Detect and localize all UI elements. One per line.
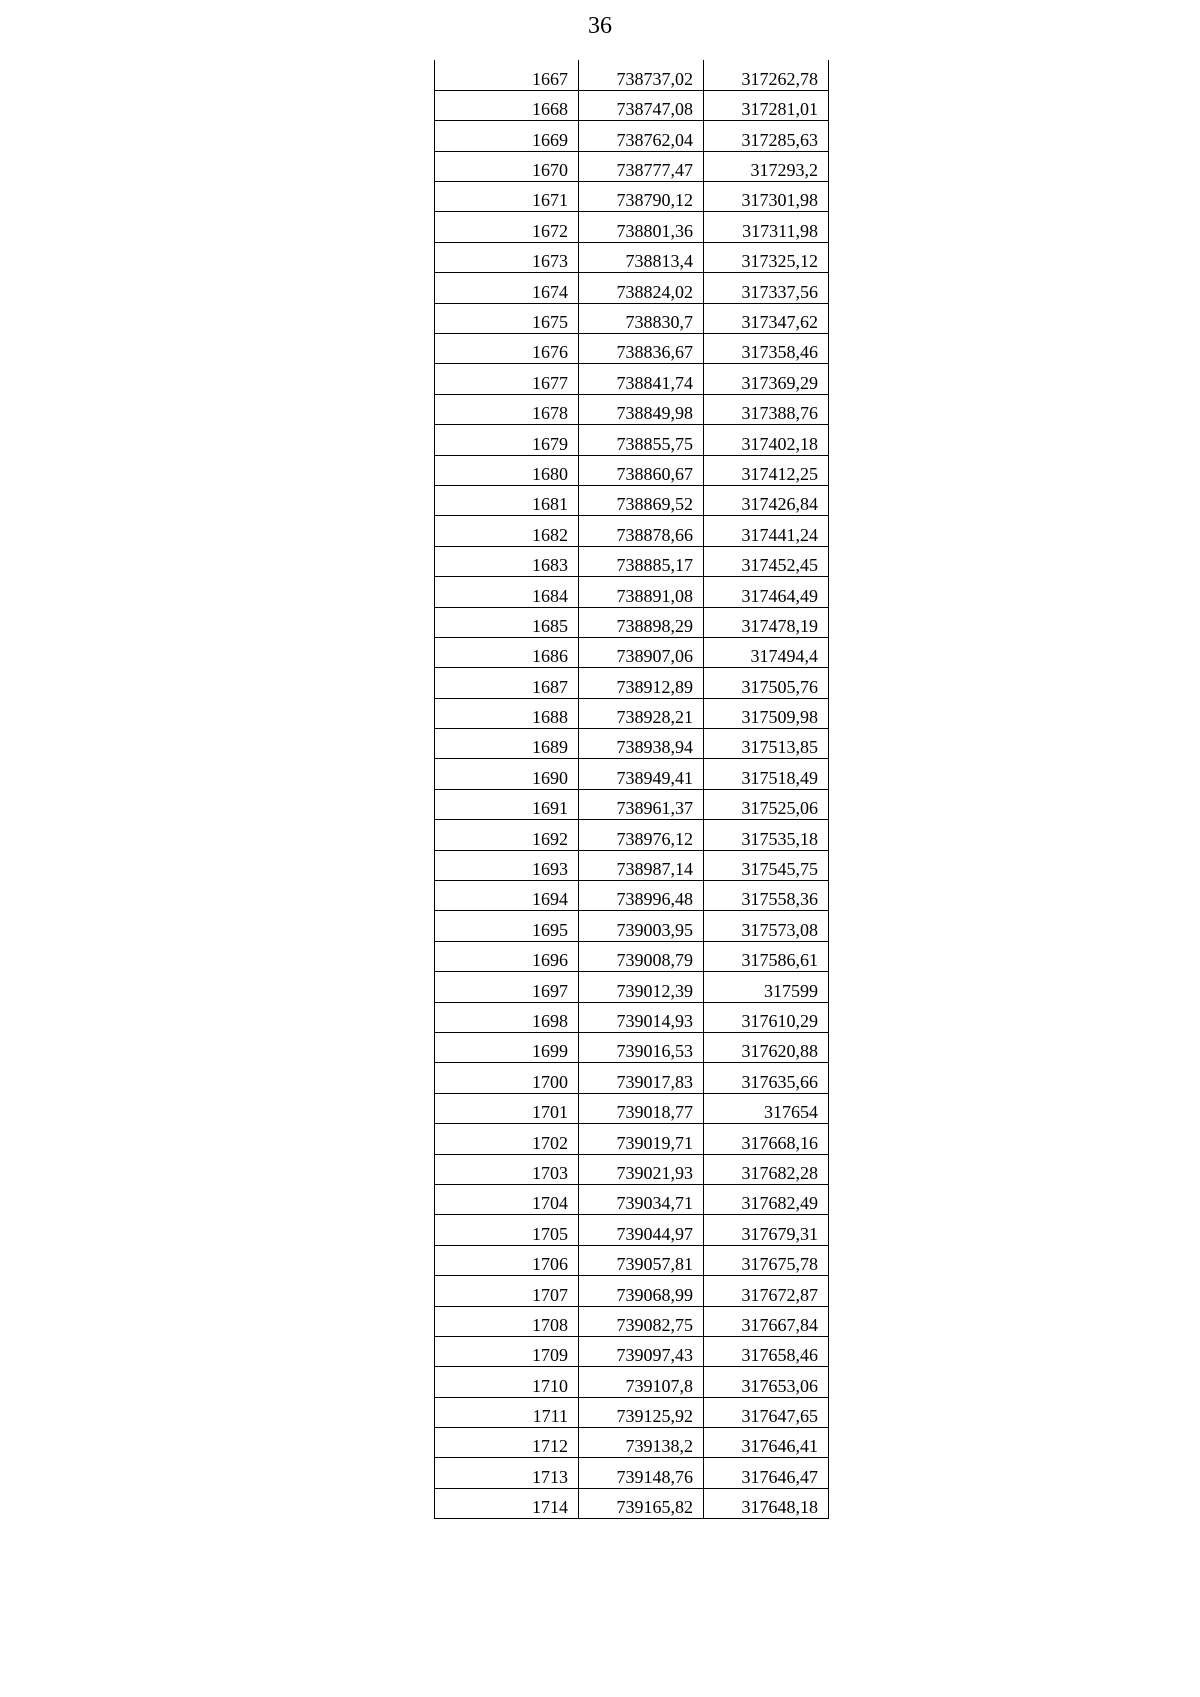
y-coordinate-cell: 317667,84 <box>704 1306 829 1336</box>
table-row <box>435 911 829 941</box>
x-coordinate-cell: 738949,41 <box>579 759 704 789</box>
x-coordinate-cell: 739003,95 <box>579 911 704 941</box>
table-row <box>435 1367 829 1397</box>
point-number-cell: 1700 <box>435 1063 579 1093</box>
x-coordinate-cell: 739107,8 <box>579 1367 704 1397</box>
y-coordinate-cell: 317535,18 <box>704 820 829 850</box>
y-coordinate-cell: 317620,88 <box>704 1033 829 1063</box>
table-row <box>435 1002 829 1032</box>
y-coordinate-cell: 317337,56 <box>704 273 829 303</box>
table-row <box>435 455 829 485</box>
x-coordinate-cell: 739012,39 <box>579 972 704 1002</box>
y-coordinate-cell: 317599 <box>704 972 829 1002</box>
y-coordinate-cell: 317675,78 <box>704 1245 829 1275</box>
y-coordinate-cell: 317426,84 <box>704 485 829 515</box>
y-coordinate-cell: 317648,18 <box>704 1488 829 1518</box>
point-number-cell: 1711 <box>435 1397 579 1427</box>
table-row <box>435 1215 829 1245</box>
point-number-cell: 1699 <box>435 1033 579 1063</box>
x-coordinate-cell: 739018,77 <box>579 1093 704 1123</box>
point-number-cell: 1690 <box>435 759 579 789</box>
table-row <box>435 90 829 120</box>
x-coordinate-cell: 739068,99 <box>579 1276 704 1306</box>
y-coordinate-cell: 317573,08 <box>704 911 829 941</box>
table-row <box>435 1336 829 1366</box>
x-coordinate-cell: 738790,12 <box>579 182 704 212</box>
table-row <box>435 607 829 637</box>
y-coordinate-cell: 317262,78 <box>704 60 829 90</box>
y-coordinate-cell: 317505,76 <box>704 668 829 698</box>
x-coordinate-cell: 739165,82 <box>579 1488 704 1518</box>
table-row <box>435 364 829 394</box>
x-coordinate-cell: 738737,02 <box>579 60 704 90</box>
y-coordinate-cell: 317646,47 <box>704 1458 829 1488</box>
x-coordinate-cell: 738898,29 <box>579 607 704 637</box>
point-number-cell: 1683 <box>435 546 579 576</box>
y-coordinate-cell: 317518,49 <box>704 759 829 789</box>
point-number-cell: 1682 <box>435 516 579 546</box>
table-row <box>435 1184 829 1214</box>
y-coordinate-cell: 317610,29 <box>704 1002 829 1032</box>
y-coordinate-cell: 317658,46 <box>704 1336 829 1366</box>
table-row <box>435 637 829 667</box>
y-coordinate-cell: 317635,66 <box>704 1063 829 1093</box>
y-coordinate-cell: 317369,29 <box>704 364 829 394</box>
table-row <box>435 1488 829 1518</box>
coordinates-table-body <box>435 60 829 1519</box>
point-number-cell: 1704 <box>435 1184 579 1214</box>
table-row <box>435 941 829 971</box>
x-coordinate-cell: 738938,94 <box>579 729 704 759</box>
point-number-cell: 1676 <box>435 334 579 364</box>
y-coordinate-cell: 317388,76 <box>704 394 829 424</box>
point-number-cell: 1714 <box>435 1488 579 1518</box>
table-row <box>435 881 829 911</box>
x-coordinate-cell: 738860,67 <box>579 455 704 485</box>
x-coordinate-cell: 738891,08 <box>579 577 704 607</box>
x-coordinate-cell: 738855,75 <box>579 425 704 455</box>
y-coordinate-cell: 317654 <box>704 1093 829 1123</box>
table-row <box>435 334 829 364</box>
x-coordinate-cell: 739034,71 <box>579 1184 704 1214</box>
point-number-cell: 1668 <box>435 90 579 120</box>
point-number-cell: 1697 <box>435 972 579 1002</box>
point-number-cell: 1698 <box>435 1002 579 1032</box>
table-row <box>435 850 829 880</box>
point-number-cell: 1680 <box>435 455 579 485</box>
point-number-cell: 1696 <box>435 941 579 971</box>
y-coordinate-cell: 317494,4 <box>704 637 829 667</box>
point-number-cell: 1677 <box>435 364 579 394</box>
x-coordinate-cell: 739008,79 <box>579 941 704 971</box>
point-number-cell: 1669 <box>435 121 579 151</box>
y-coordinate-cell: 317358,46 <box>704 334 829 364</box>
table-row <box>435 182 829 212</box>
table-row <box>435 1276 829 1306</box>
point-number-cell: 1673 <box>435 242 579 272</box>
x-coordinate-cell: 738813,4 <box>579 242 704 272</box>
table-row <box>435 1154 829 1184</box>
y-coordinate-cell: 317646,41 <box>704 1428 829 1458</box>
table-row <box>435 394 829 424</box>
point-number-cell: 1674 <box>435 273 579 303</box>
point-number-cell: 1709 <box>435 1336 579 1366</box>
point-number-cell: 1701 <box>435 1093 579 1123</box>
point-number-cell: 1702 <box>435 1124 579 1154</box>
x-coordinate-cell: 738996,48 <box>579 881 704 911</box>
point-number-cell: 1710 <box>435 1367 579 1397</box>
point-number-cell: 1694 <box>435 881 579 911</box>
y-coordinate-cell: 317682,49 <box>704 1184 829 1214</box>
point-number-cell: 1707 <box>435 1276 579 1306</box>
y-coordinate-cell: 317347,62 <box>704 303 829 333</box>
table-row <box>435 668 829 698</box>
x-coordinate-cell: 738801,36 <box>579 212 704 242</box>
table-row <box>435 60 829 90</box>
table-row <box>435 729 829 759</box>
table-row <box>435 1397 829 1427</box>
y-coordinate-cell: 317311,98 <box>704 212 829 242</box>
point-number-cell: 1671 <box>435 182 579 212</box>
x-coordinate-cell: 738961,37 <box>579 789 704 819</box>
x-coordinate-cell: 739019,71 <box>579 1124 704 1154</box>
table-row <box>435 425 829 455</box>
point-number-cell: 1712 <box>435 1428 579 1458</box>
table-row <box>435 485 829 515</box>
table-row <box>435 1093 829 1123</box>
x-coordinate-cell: 739148,76 <box>579 1458 704 1488</box>
y-coordinate-cell: 317586,61 <box>704 941 829 971</box>
y-coordinate-cell: 317301,98 <box>704 182 829 212</box>
y-coordinate-cell: 317558,36 <box>704 881 829 911</box>
x-coordinate-cell: 739016,53 <box>579 1033 704 1063</box>
x-coordinate-cell: 738912,89 <box>579 668 704 698</box>
point-number-cell: 1687 <box>435 668 579 698</box>
point-number-cell: 1703 <box>435 1154 579 1184</box>
table-row <box>435 1124 829 1154</box>
table-row <box>435 1458 829 1488</box>
point-number-cell: 1679 <box>435 425 579 455</box>
point-number-cell: 1713 <box>435 1458 579 1488</box>
y-coordinate-cell: 317452,45 <box>704 546 829 576</box>
y-coordinate-cell: 317668,16 <box>704 1124 829 1154</box>
table-row <box>435 242 829 272</box>
point-number-cell: 1708 <box>435 1306 579 1336</box>
coordinates-table <box>434 60 829 1519</box>
x-coordinate-cell: 739017,83 <box>579 1063 704 1093</box>
x-coordinate-cell: 738885,17 <box>579 546 704 576</box>
table-row <box>435 789 829 819</box>
x-coordinate-cell: 738849,98 <box>579 394 704 424</box>
y-coordinate-cell: 317672,87 <box>704 1276 829 1306</box>
table-row <box>435 759 829 789</box>
y-coordinate-cell: 317402,18 <box>704 425 829 455</box>
point-number-cell: 1675 <box>435 303 579 333</box>
y-coordinate-cell: 317525,06 <box>704 789 829 819</box>
x-coordinate-cell: 738869,52 <box>579 485 704 515</box>
point-number-cell: 1667 <box>435 60 579 90</box>
table-row <box>435 151 829 181</box>
table-row <box>435 1306 829 1336</box>
x-coordinate-cell: 738841,74 <box>579 364 704 394</box>
x-coordinate-cell: 738976,12 <box>579 820 704 850</box>
y-coordinate-cell: 317441,24 <box>704 516 829 546</box>
y-coordinate-cell: 317478,19 <box>704 607 829 637</box>
point-number-cell: 1706 <box>435 1245 579 1275</box>
y-coordinate-cell: 317281,01 <box>704 90 829 120</box>
table-row <box>435 121 829 151</box>
point-number-cell: 1705 <box>435 1215 579 1245</box>
point-number-cell: 1688 <box>435 698 579 728</box>
table-row <box>435 273 829 303</box>
x-coordinate-cell: 738907,06 <box>579 637 704 667</box>
point-number-cell: 1686 <box>435 637 579 667</box>
x-coordinate-cell: 739097,43 <box>579 1336 704 1366</box>
point-number-cell: 1689 <box>435 729 579 759</box>
point-number-cell: 1681 <box>435 485 579 515</box>
point-number-cell: 1672 <box>435 212 579 242</box>
x-coordinate-cell: 738987,14 <box>579 850 704 880</box>
y-coordinate-cell: 317545,75 <box>704 850 829 880</box>
table-row <box>435 820 829 850</box>
y-coordinate-cell: 317464,49 <box>704 577 829 607</box>
point-number-cell: 1691 <box>435 789 579 819</box>
page-number: 36 <box>588 13 612 39</box>
x-coordinate-cell: 738747,08 <box>579 90 704 120</box>
point-number-cell: 1692 <box>435 820 579 850</box>
table-row <box>435 546 829 576</box>
y-coordinate-cell: 317412,25 <box>704 455 829 485</box>
table-row <box>435 212 829 242</box>
y-coordinate-cell: 317653,06 <box>704 1367 829 1397</box>
x-coordinate-cell: 738824,02 <box>579 273 704 303</box>
y-coordinate-cell: 317285,63 <box>704 121 829 151</box>
table-row <box>435 303 829 333</box>
x-coordinate-cell: 738830,7 <box>579 303 704 333</box>
table-row <box>435 1245 829 1275</box>
x-coordinate-cell: 738762,04 <box>579 121 704 151</box>
y-coordinate-cell: 317679,31 <box>704 1215 829 1245</box>
x-coordinate-cell: 738928,21 <box>579 698 704 728</box>
point-number-cell: 1684 <box>435 577 579 607</box>
point-number-cell: 1670 <box>435 151 579 181</box>
table-row <box>435 698 829 728</box>
y-coordinate-cell: 317293,2 <box>704 151 829 181</box>
y-coordinate-cell: 317509,98 <box>704 698 829 728</box>
table-row <box>435 577 829 607</box>
x-coordinate-cell: 738836,67 <box>579 334 704 364</box>
table-row <box>435 1428 829 1458</box>
point-number-cell: 1678 <box>435 394 579 424</box>
point-number-cell: 1685 <box>435 607 579 637</box>
point-number-cell: 1693 <box>435 850 579 880</box>
x-coordinate-cell: 739125,92 <box>579 1397 704 1427</box>
x-coordinate-cell: 739014,93 <box>579 1002 704 1032</box>
y-coordinate-cell: 317682,28 <box>704 1154 829 1184</box>
x-coordinate-cell: 739021,93 <box>579 1154 704 1184</box>
point-number-cell: 1695 <box>435 911 579 941</box>
x-coordinate-cell: 739082,75 <box>579 1306 704 1336</box>
table-row <box>435 1033 829 1063</box>
x-coordinate-cell: 739138,2 <box>579 1428 704 1458</box>
table-row <box>435 1063 829 1093</box>
x-coordinate-cell: 738878,66 <box>579 516 704 546</box>
table-row <box>435 972 829 1002</box>
x-coordinate-cell: 738777,47 <box>579 151 704 181</box>
x-coordinate-cell: 739044,97 <box>579 1215 704 1245</box>
y-coordinate-cell: 317647,65 <box>704 1397 829 1427</box>
table-row <box>435 516 829 546</box>
x-coordinate-cell: 739057,81 <box>579 1245 704 1275</box>
y-coordinate-cell: 317325,12 <box>704 242 829 272</box>
y-coordinate-cell: 317513,85 <box>704 729 829 759</box>
